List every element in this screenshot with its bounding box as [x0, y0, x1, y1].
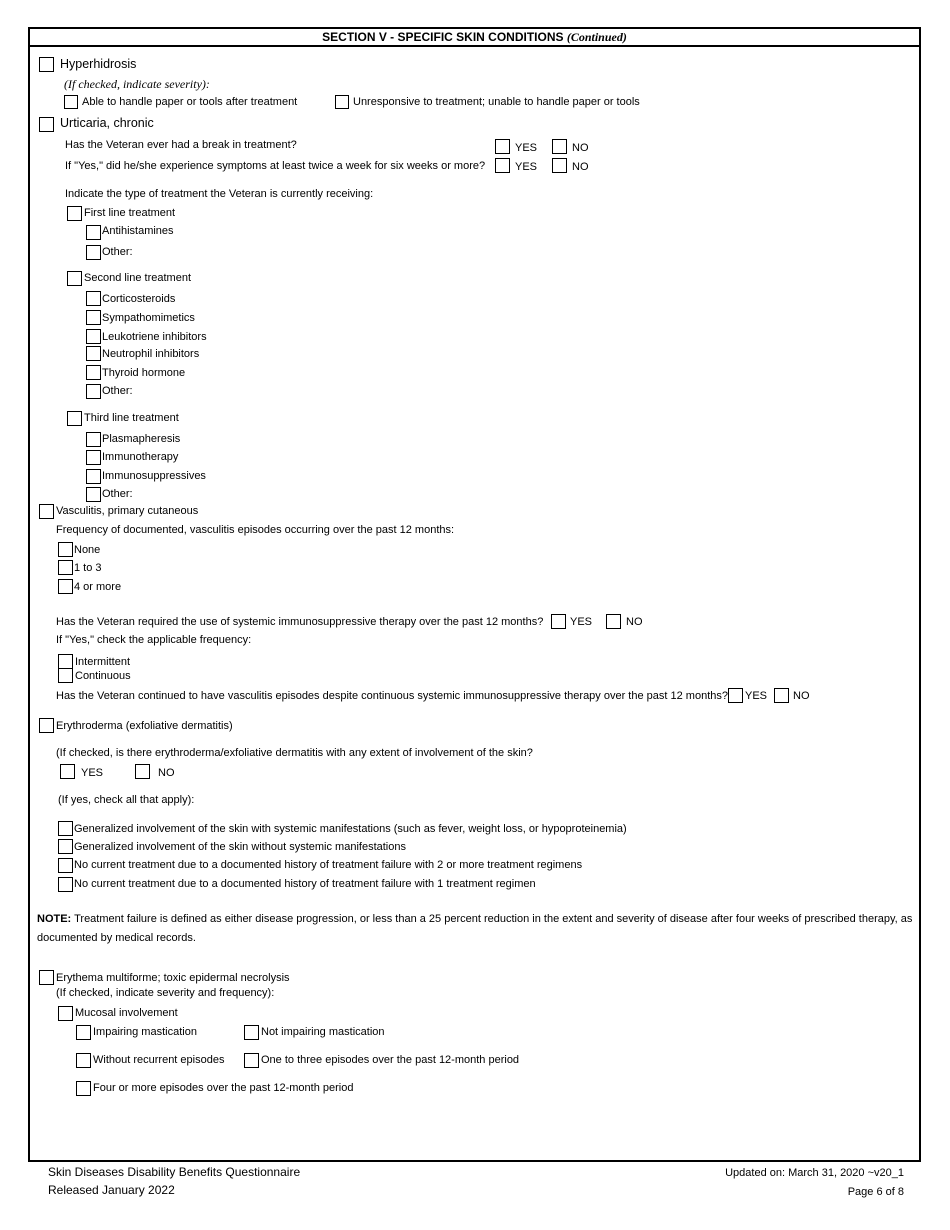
erythroderma-label: Erythroderma (exfoliative dermatitis): [56, 720, 233, 732]
urticaria-break-no-label: NO: [572, 142, 589, 154]
erythroderma-item3-checkbox[interactable]: [58, 858, 73, 873]
sympathomimetics-label: Sympathomimetics: [102, 312, 195, 324]
sympathomimetics-checkbox[interactable]: [86, 310, 101, 325]
first-line-other-label: Other:: [102, 246, 133, 258]
impairing-checkbox[interactable]: [76, 1025, 91, 1040]
immunotherapy-checkbox[interactable]: [86, 450, 101, 465]
note-text: Treatment failure is defined as either disease progression, or less than a 25 percent reduction in the extent and severity of disease after four weeks of prescribed therapy, as documented by medical records.: [37, 913, 913, 944]
third-line-checkbox[interactable]: [67, 411, 82, 426]
vasculitis-continued-yes-checkbox[interactable]: [728, 688, 743, 703]
vasculitis-intermittent-checkbox[interactable]: [58, 654, 73, 669]
section-header: [28, 27, 921, 47]
second-line-label: Second line treatment: [84, 272, 192, 284]
first-line-label: First line treatment: [84, 207, 176, 219]
leukotriene-checkbox[interactable]: [86, 329, 101, 344]
vasculitis-continued-no-checkbox[interactable]: [774, 688, 789, 703]
vasculitis-4more-label: 4 or more: [74, 581, 122, 593]
note-label: NOTE:: [37, 913, 72, 925]
erythroderma-item3-label: No current treatment due to a documented history of treatment failure with 2 or more treatment regimens: [74, 859, 583, 871]
one-to-three-label: One to three episodes over the past 12-month period: [261, 1054, 520, 1066]
second-line-checkbox[interactable]: [67, 271, 82, 286]
vasculitis-1to3-label: 1 to 3: [74, 562, 102, 574]
vasculitis-checkbox[interactable]: [39, 504, 54, 519]
section-continued: (Continued): [566, 30, 627, 44]
corticosteroids-checkbox[interactable]: [86, 291, 101, 306]
urticaria-break-yes-label: YES: [515, 142, 538, 154]
vasculitis-1to3-checkbox[interactable]: [58, 560, 73, 575]
erythroderma-item1-label: Generalized involvement of the skin with systemic manifestations (such as fever, weight loss, or hypoproteinemia): [74, 823, 627, 835]
vasculitis-freq-prompt: Frequency of documented, vasculitis episodes occurring over the past 12 months:: [56, 524, 455, 536]
four-or-more-label: Four or more episodes over the past 12-month period: [93, 1082, 354, 1094]
vasculitis-intermittent-label: Intermittent: [75, 656, 131, 668]
vasculitis-continued-yes-label: YES: [745, 690, 768, 702]
urticaria-break-question: Has the Veteran ever had a break in treatment?: [65, 139, 297, 151]
erythema-checkbox[interactable]: [39, 970, 54, 985]
urticaria-symptoms-no-label: NO: [572, 161, 589, 173]
erythroderma-checkbox[interactable]: [39, 718, 54, 733]
vasculitis-therapy-yes-label: YES: [570, 616, 593, 628]
plasmapheresis-checkbox[interactable]: [86, 432, 101, 447]
vasculitis-label: Vasculitis, primary cutaneous: [56, 505, 199, 517]
thyroid-checkbox[interactable]: [86, 365, 101, 380]
third-line-other-checkbox[interactable]: [86, 487, 101, 502]
erythroderma-yes-label: YES: [81, 767, 104, 779]
vasculitis-none-checkbox[interactable]: [58, 542, 73, 557]
erythema-label: Erythema multiforme; toxic epidermal necrolysis: [56, 972, 290, 984]
vasculitis-4more-checkbox[interactable]: [58, 579, 73, 594]
urticaria-break-yes-checkbox[interactable]: [495, 139, 510, 154]
vasculitis-therapy-yes-checkbox[interactable]: [551, 614, 566, 629]
one-to-three-checkbox[interactable]: [244, 1053, 259, 1068]
erythroderma-item4-checkbox[interactable]: [58, 877, 73, 892]
erythema-instruction: (If checked, indicate severity and frequency):: [56, 987, 275, 999]
hyperhidrosis-instruction: (If checked, indicate severity):: [64, 77, 210, 91]
vasculitis-therapy-question: Has the Veteran required the use of systemic immunosuppressive therapy over the past 12 months?: [56, 616, 544, 628]
urticaria-symptoms-yes-checkbox[interactable]: [495, 158, 510, 173]
corticosteroids-label: Corticosteroids: [102, 293, 176, 305]
immunotherapy-label: Immunotherapy: [102, 451, 179, 463]
without-recurrent-checkbox[interactable]: [76, 1053, 91, 1068]
thyroid-label: Thyroid hormone: [102, 367, 186, 379]
first-line-checkbox[interactable]: [67, 206, 82, 221]
urticaria-label: Urticaria, chronic: [60, 116, 154, 130]
third-line-other-label: Other:: [102, 488, 133, 500]
without-recurrent-label: Without recurrent episodes: [93, 1054, 225, 1066]
urticaria-symptoms-no-checkbox[interactable]: [552, 158, 567, 173]
erythroderma-item1-checkbox[interactable]: [58, 821, 73, 836]
antihistamines-label: Antihistamines: [102, 225, 174, 237]
mucosal-label: Mucosal involvement: [75, 1007, 178, 1019]
not-impairing-checkbox[interactable]: [244, 1025, 259, 1040]
footer-released: Released January 2022: [48, 1183, 175, 1197]
erythroderma-item2-checkbox[interactable]: [58, 839, 73, 854]
not-impairing-label: Not impairing mastication: [261, 1026, 385, 1038]
hyperhidrosis-label: Hyperhidrosis: [60, 57, 137, 71]
four-or-more-checkbox[interactable]: [76, 1081, 91, 1096]
vasculitis-continued-no-label: NO: [793, 690, 810, 702]
vasculitis-continued-question: Has the Veteran continued to have vasculitis episodes despite continuous systemic immunosuppressive therapy over the past 12 months?: [56, 690, 728, 702]
footer-page: Page 6 of 8: [847, 1186, 904, 1198]
immunosuppressives-checkbox[interactable]: [86, 469, 101, 484]
hyperhidrosis-unresponsive-checkbox[interactable]: [335, 95, 349, 109]
vasculitis-therapy-no-checkbox[interactable]: [606, 614, 621, 629]
hyperhidrosis-unresponsive-label: Unresponsive to treatment; unable to handle paper or tools: [353, 96, 640, 108]
neutrophil-label: Neutrophil inhibitors: [102, 348, 200, 360]
hyperhidrosis-able-label: Able to handle paper or tools after treatment: [82, 96, 298, 108]
section-title: SECTION V - SPECIFIC SKIN CONDITIONS: [322, 30, 564, 44]
vasculitis-none-label: None: [74, 544, 101, 556]
immunosuppressives-label: Immunosuppressives: [102, 470, 206, 482]
hyperhidrosis-able-checkbox[interactable]: [64, 95, 78, 109]
mucosal-checkbox[interactable]: [58, 1006, 73, 1021]
footer-updated: Updated on: March 31, 2020 ~v20_1: [725, 1167, 904, 1179]
vasculitis-therapy-no-label: NO: [626, 616, 643, 628]
erythroderma-item4-label: No current treatment due to a documented history of treatment failure with 1 treatment regimen: [74, 878, 536, 890]
footer-form-name: Skin Diseases Disability Benefits Questionnaire: [48, 1165, 301, 1179]
vasculitis-continuous-checkbox[interactable]: [58, 668, 73, 683]
urticaria-break-no-checkbox[interactable]: [552, 139, 567, 154]
antihistamines-checkbox[interactable]: [86, 225, 101, 240]
first-line-other-checkbox[interactable]: [86, 245, 101, 260]
erythroderma-yes-checkbox[interactable]: [60, 764, 75, 779]
impairing-label: Impairing mastication: [93, 1026, 197, 1038]
vasculitis-continuous-label: Continuous: [75, 670, 131, 682]
urticaria-symptoms-yes-label: YES: [515, 161, 538, 173]
second-line-other-label: Other:: [102, 385, 133, 397]
vasculitis-if-yes: If "Yes," check the applicable frequency:: [56, 634, 252, 646]
note-block: [37, 910, 915, 948]
erythroderma-question: (If checked, is there erythroderma/exfoliative dermatitis with any extent of involvement of the skin?: [56, 747, 533, 759]
urticaria-checkbox[interactable]: [39, 117, 54, 132]
erythroderma-no-label: NO: [158, 767, 175, 779]
leukotriene-label: Leukotriene inhibitors: [102, 331, 207, 343]
erythroderma-no-checkbox[interactable]: [135, 764, 150, 779]
second-line-other-checkbox[interactable]: [86, 384, 101, 399]
erythroderma-apply: (If yes, check all that apply):: [58, 794, 195, 806]
plasmapheresis-label: Plasmapheresis: [102, 433, 181, 445]
urticaria-treatment-prompt: Indicate the type of treatment the Veteran is currently receiving:: [65, 188, 374, 200]
urticaria-symptoms-question: If "Yes," did he/she experience symptoms at least twice a week for six weeks or more?: [65, 160, 486, 172]
neutrophil-checkbox[interactable]: [86, 346, 101, 361]
erythroderma-item2-label: Generalized involvement of the skin without systemic manifestations: [74, 841, 406, 853]
third-line-label: Third line treatment: [84, 412, 179, 424]
hyperhidrosis-checkbox[interactable]: [39, 57, 54, 72]
